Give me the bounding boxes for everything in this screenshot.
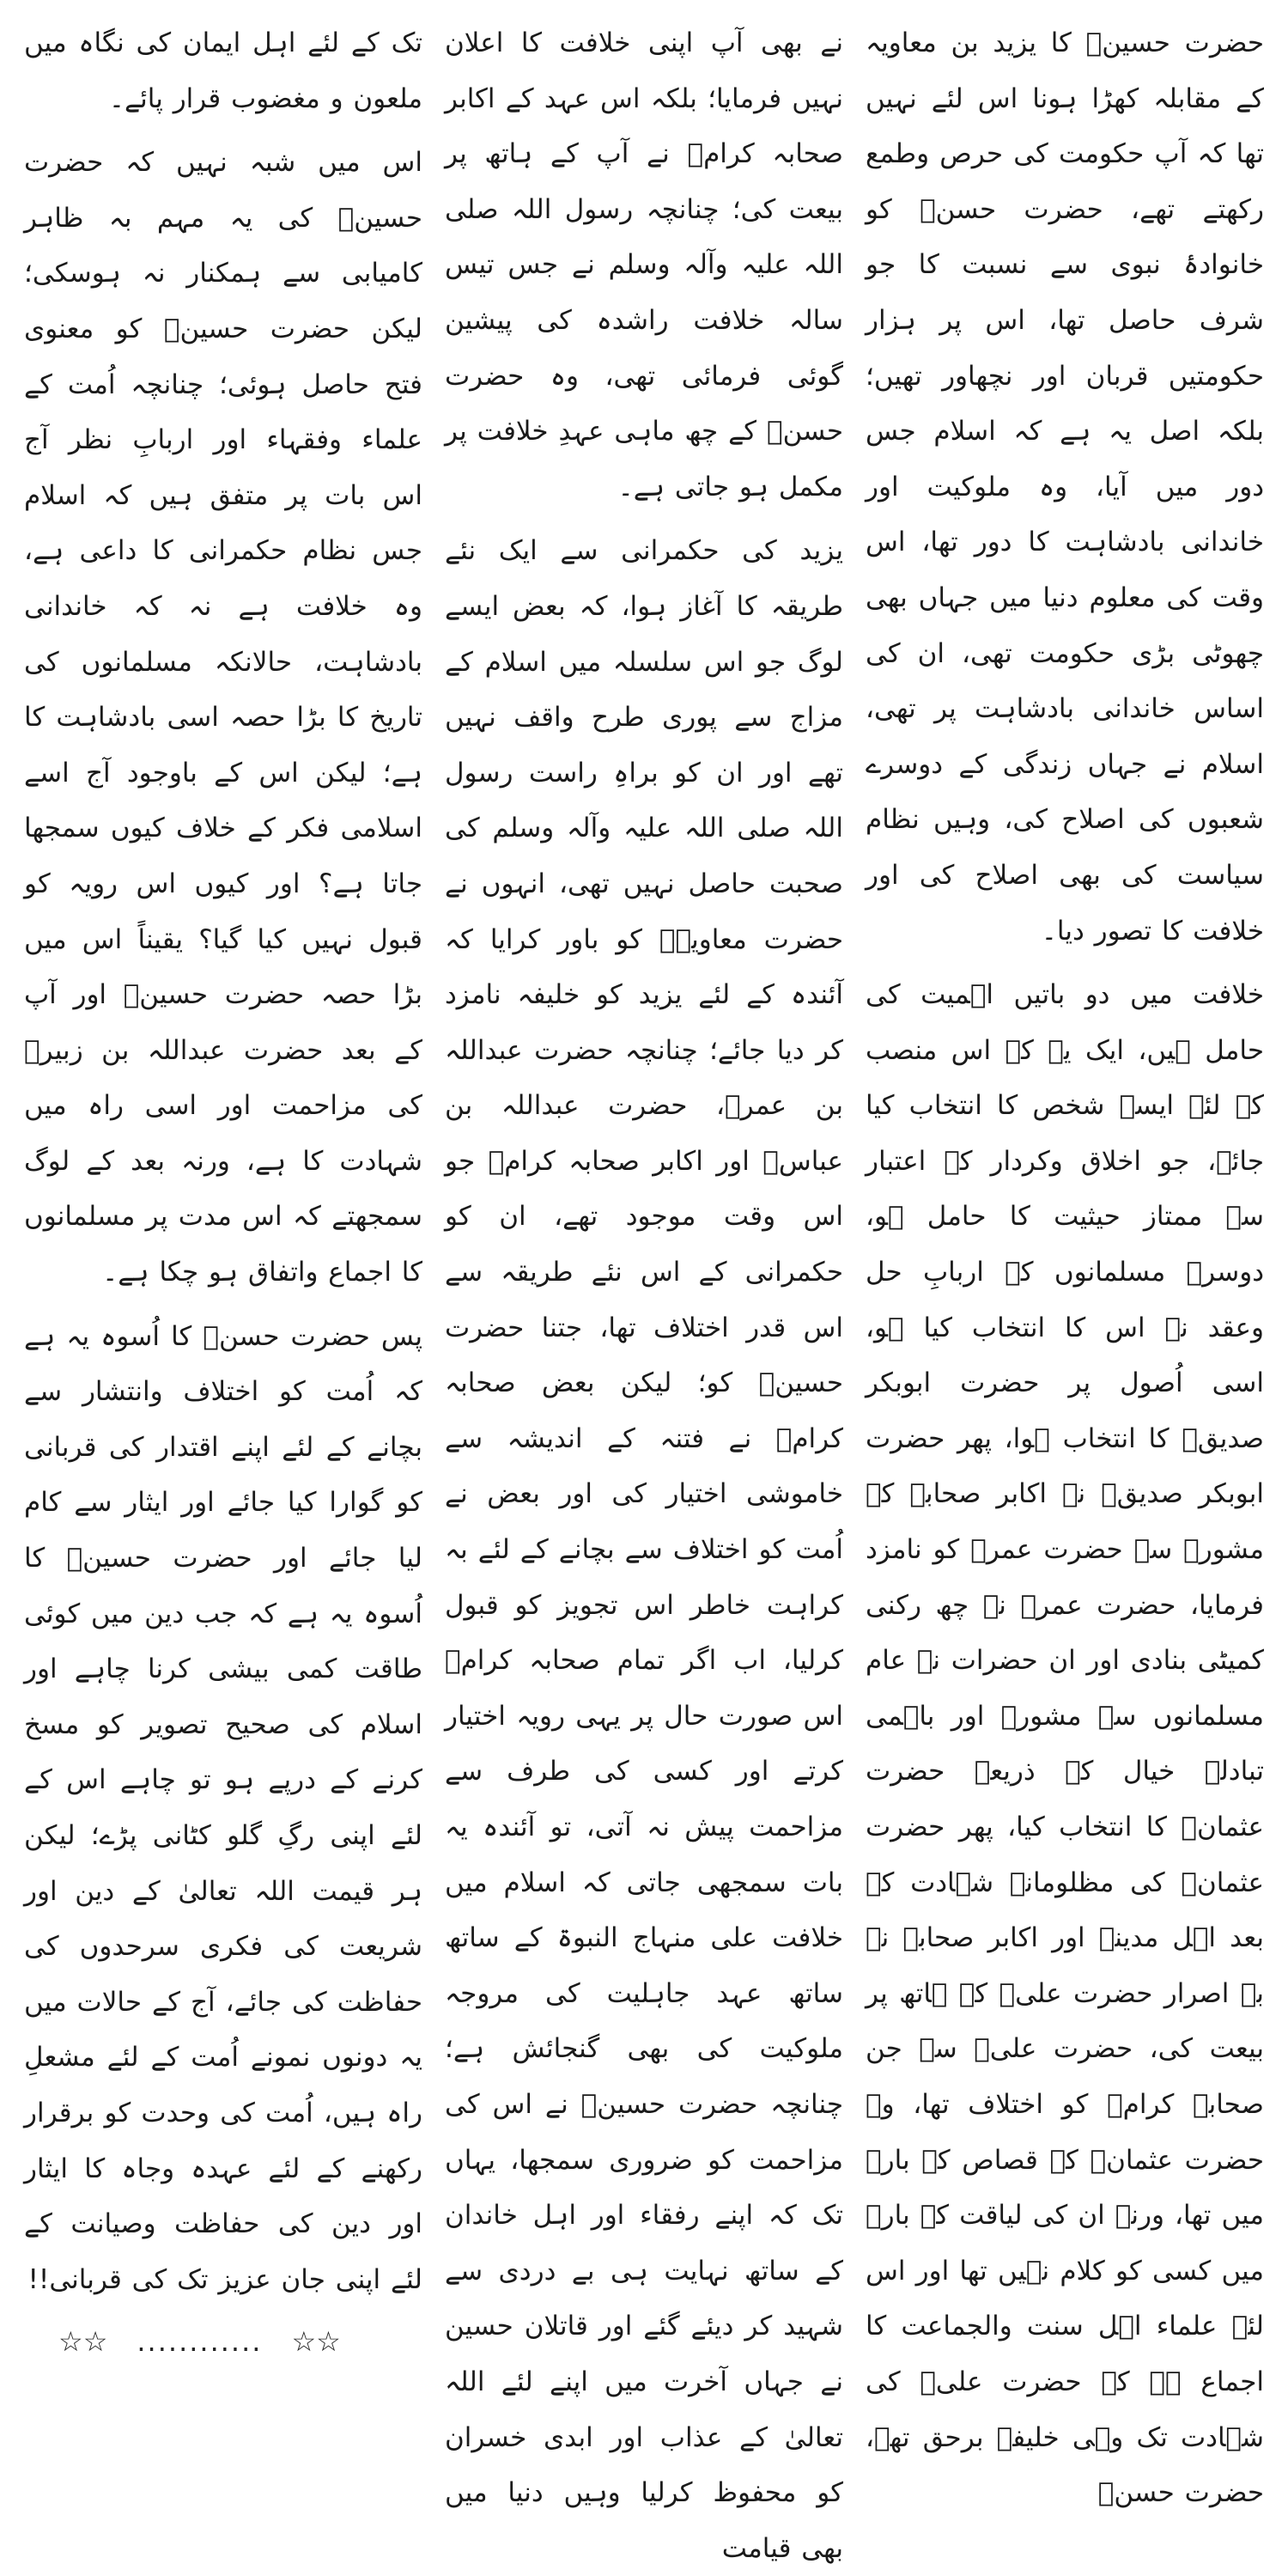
star-icon: ☆☆ — [58, 2325, 108, 2359]
paragraph: پس حضرت حسنؓ کا اُسوہ یہ ہے کہ اُمت کو اختلاف وانتشار سے بچانے کے لئے اپنے اقتدار کی قربانی کو گوارا کیا جائے اور ایثار سے کام لیا جائے اور حضرت حسینؓ کا اُسوہ یہ ہے کہ جب دین میں کوئی طاقت کمی بیشی کرنا چاہے اور اسلام کی صحیح تصویر کو مسخ کرنے کے درپے ہو تو چاہے اس کے لئے اپنی رگِ گلو کٹانی پڑے؛ لیکن ہر قیمت اللہ تعالیٰ کے دین اور شریعت کی فکری سرحدوں کی حفاظت کی جائے، آج کے حالات میں یہ دونوں نمونے اُمت کے لئے مشعلِ راہ ہیں، اُمت کی وحدت کو برقرار رکھنے کے لئے عہدہ وجاہ کا ایثار اور دین کی حفاظت وصیانت کے لئے اپنی جان عزیز تک کی قربانی!! — [24, 1320, 422, 2295]
paragraph: تک کے لئے اہل ایمان کی نگاہ میں ملعون و مغضوب قرار پائے۔ — [24, 27, 422, 114]
paragraph: حضرت حسینؓ کا یزید بن معاویہ کے مقابلہ کھڑا ہونا اس لئے نہیں تھا کہ آپ حکومت کی حرص وطمع رکھتے تھے، حضرت حسنؓ کو خانوادۂ نبوی سے نسبت کا جو شرف حاصل تھا، اس پر ہزار حکومتیں قربان اور نچھاور تھیں؛ بلکہ اصل یہ ہے کہ اسلام جس دور میں آیا، وہ ملوکیت اور خاندانی بادشاہت کا دور تھا، اس وقت کی معلوم دنیا میں جہاں بھی چھوٹی بڑی حکومت تھی، ان کی اساس خاندانی بادشاہت پر تھی، اسلام نے جہاں زندگی کے دوسرے شعبوں کی اصلاح کی، وہیں نظام سیاست کی بھی اصلاح کی اور خلافت کا تصور دیا۔ — [866, 27, 1264, 947]
paragraph: خلافت میں دو باتیں اہمیت کی حامل ہیں، ایک یہ کہ اس منصب کے لئے ایسے شخص کا انتخاب کیا جائے، جو اخلاق وکردار کے اعتبار سے ممتاز حیثیت کا حامل ہو، دوسرے مسلمانوں کے اربابِ حل وعقد نے اس کا انتخاب کیا ہو، اسی اُصول پر حضرت ابوبکر صدیقؓ کا انتخاب ہوا، پھر حضرت ابوبکر صدیقؓ نے اکابر صحابہ کے مشورہ سے حضرت عمرؓ کو نامزد فرمایا، حضرت عمرؓ نے چھ رکنی کمیٹی بنادی اور ان حضرات نے عام مسلمانوں سے مشورہ اور باہمی تبادلہ خیال کے ذریعہ حضرت عثمانؓ کا انتخاب کیا، پھر حضرت عثمانؓ کی مظلومانہ شہادت کے بعد اہل مدینہ اور اکابر صحابہ نے بہ اصرار حضرت علیؓ کے ہاتھ پر بیعت کی، حضرت علیؓ سے جن صحابہ کرامؓ کو اختلاف تھا، وہ حضرت عثمانؓ کے قصاص کے بارے میں تھا، ورنہ ان کی لیاقت کے بارے میں کسی کو کلام نہیں تھا اور اس لئے علماء اہل سنت والجماعت کا اجماع ہے کہ حضرت علیؓ کی شہادت تک وہی خلیفۂ برحق تھے، حضرت حسنؓ — [866, 979, 1264, 2509]
paragraph: اس میں شبہ نہیں کہ حضرت حسینؓ کی یہ مہم بہ ظاہر کامیابی سے ہمکنار نہ ہوسکی؛ لیکن حضرت حسینؓ کو معنوی فتح حاصل ہوئی؛ چنانچہ اُمت کے علماء وفقہاء اور اربابِ نظر آج اس بات پر متفق ہیں کہ اسلام جس نظام حکمرانی کا داعی ہے، وہ خلافت ہے نہ کہ خاندانی بادشاہت، حالانکہ مسلمانوں کی تاریخ کا بڑا حصہ اسی بادشاہت کا ہے؛ لیکن اس کے باوجود آج اسے اسلامی فکر کے خلاف کیوں سمجھا جاتا ہے؟ اور کیوں اس رویہ کو قبول نہیں کیا گیا؟ یقیناً اس میں بڑا حصہ حضرت حسینؓ اور آپ کے بعد حضرت عبداللہ بن زبیرؓ کی مزاحمت اور اسی راہ میں شہادت کا ہے، ورنہ بعد کے لوگ سمجھتے کہ اس مدت پر مسلمانوں کا اجماع واتفاق ہو چکا ہے۔ — [24, 147, 422, 1288]
star-icon: ☆☆ — [291, 2325, 341, 2359]
paragraph: یزید کی حکمرانی سے ایک نئے طریقہ کا آغاز ہوا، کہ بعض ایسے لوگ جو اس سلسلہ میں اسلام کے مزاج سے پوری طرح واقف نہیں تھے اور ان کو براہِ راست رسول اللہ صلی اللہ علیہ وآلہ وسلم کی صحبت حاصل نہیں تھی، انہوں نے حضرت معاویہؓ کو باور کرایا کہ آئندہ کے لئے یزید کو خلیفہ نامزد کر دیا جائے؛ چنانچہ حضرت عبداللہ بن عمرؓ، حضرت عبداللہ بن عباسؓ اور اکابر صحابہ کرامؓ جو اس وقت موجود تھے، ان کو حکمرانی کے اس نئے طریقہ سے اس قدر اختلاف تھا، جتنا حضرت حسینؓ کو؛ لیکن بعض صحابہ کرامؓ نے فتنہ کے اندیشہ سے خاموشی اختیار کی اور بعض نے اُمت کو اختلاف سے بچانے کے لئے بہ کراہت خاطر اس تجویز کو قبول کرلیا، اب اگر تمام صحابہ کرامؓ اس صورت حال پر یہی رویہ اختیار کرتے اور کسی کی طرف سے مزاحمت پیش نہ آتی، تو آئندہ یہ بات سمجھی جاتی کہ اسلام میں خلافت علی منہاج النبوۃ کے ساتھ ساتھ عہد جاہلیت کی مروجہ ملوکیت کی بھی گنجائش ہے؛ چنانچہ حضرت حسینؓ نے اس کی مزاحمت کو ضروری سمجھا، یہاں تک کہ اپنے رفقاء اور اہل خاندان کے ساتھ نہایت ہی بے دردی سے شہید کر دیئے گئے اور قاتلان حسین نے جہاں آخرت میں اپنے لئے اللہ تعالیٰ کے عذاب اور ابدی خسران کو محفوظ کرلیا وہیں دنیا میں بھی قیامت — [445, 535, 843, 2564]
article-column-middle — [445, 15, 843, 2564]
article-column-left — [24, 15, 422, 2359]
ornament-dots: ............ — [137, 2325, 263, 2359]
paragraph: نے بھی آپ اپنی خلافت کا اعلان نہیں فرمایا؛ بلکہ اس عہد کے اکابر صحابہ کرامؓ نے آپ کے ہاتھ پر بیعت کی؛ چنانچہ رسول اللہ صلی اللہ علیہ وآلہ وسلم نے جس تیس سالہ خلافت راشدہ کی پیشین گوئی فرمائی تھی، وہ حضرت حسنؓ کے چھ ماہی عہدِ خلافت پر مکمل ہو جاتی ہے۔ — [445, 27, 843, 502]
article-column-right — [866, 15, 1264, 2509]
article-end-ornament — [24, 2316, 422, 2367]
